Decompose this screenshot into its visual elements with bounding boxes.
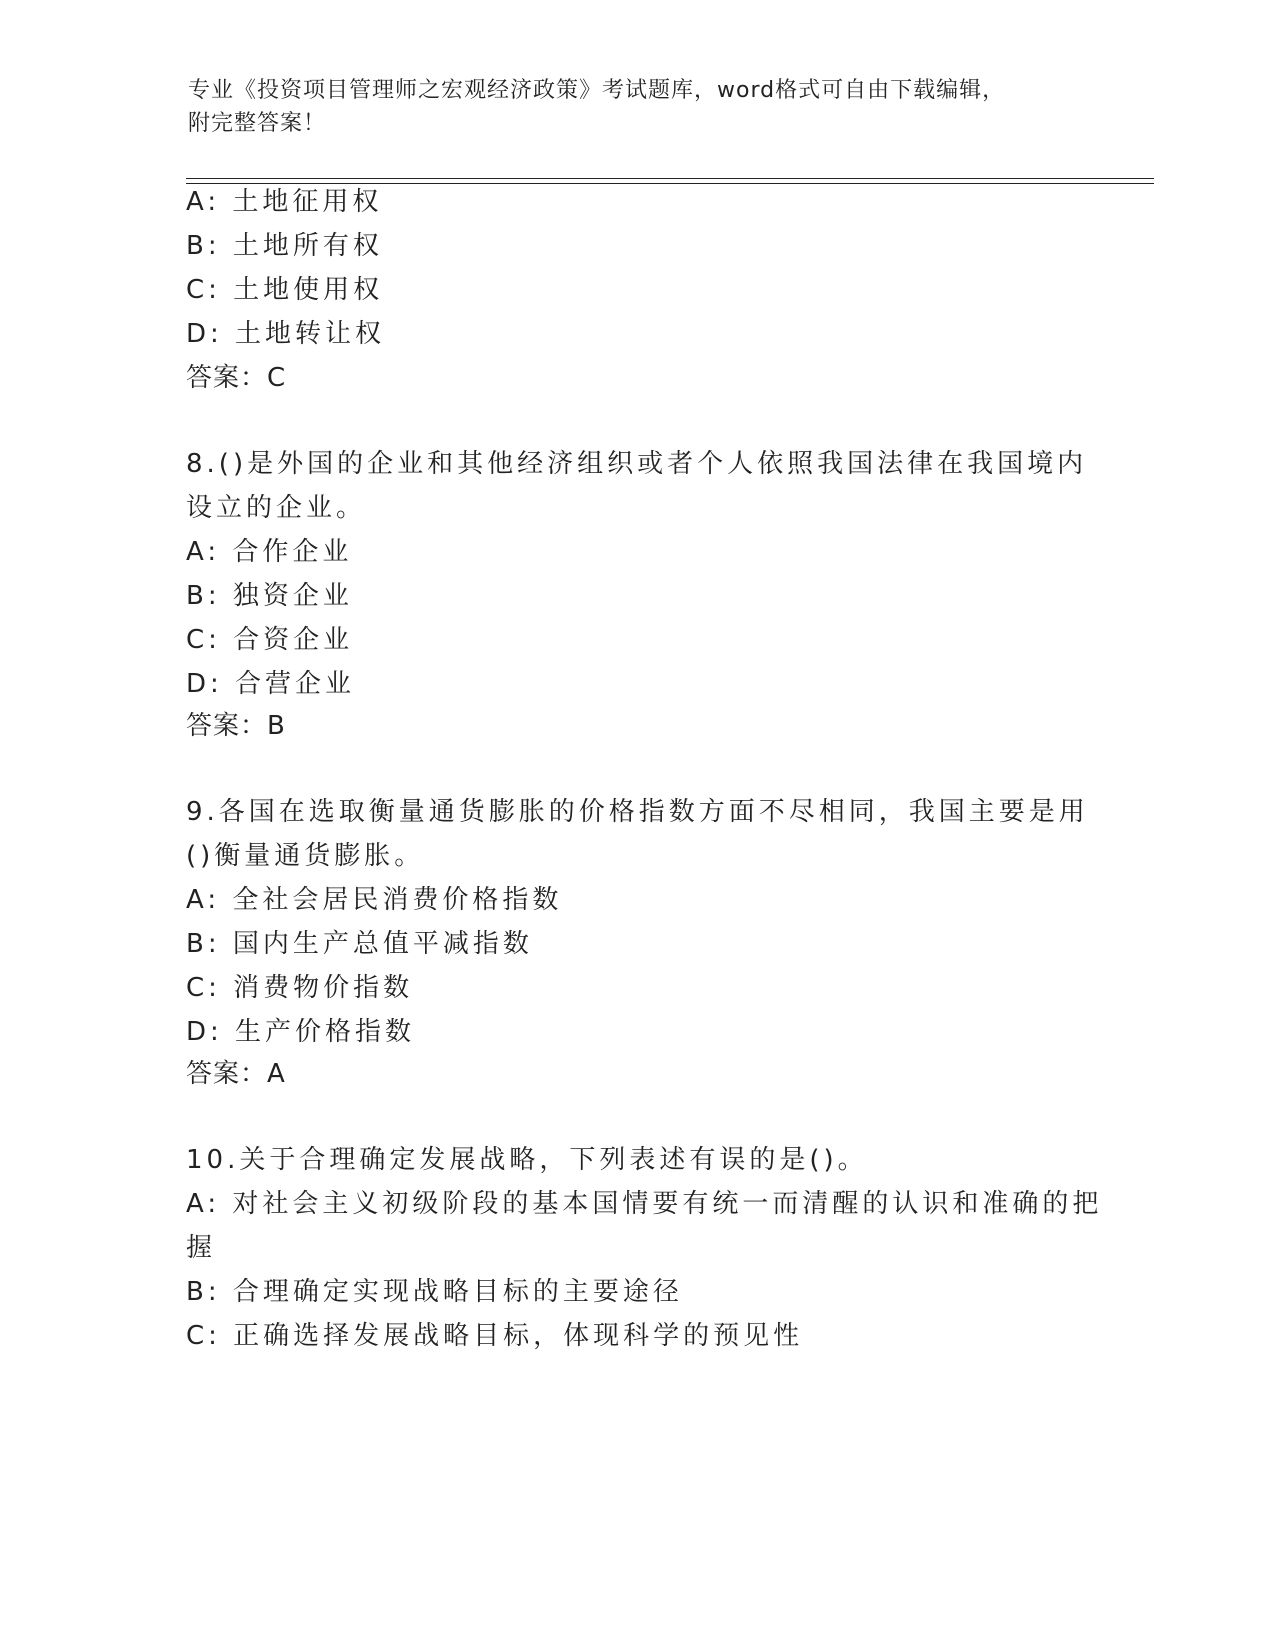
q8-answer: 答案：B xyxy=(186,711,286,741)
q10-option-a-continued: 握 xyxy=(186,1233,217,1263)
q7-option-a: A: 土地征用权 xyxy=(186,187,383,217)
q7-option-b: B: 土地所有权 xyxy=(186,231,383,261)
document-header xyxy=(188,74,1068,140)
q9-option-d: D: 生产价格指数 xyxy=(186,1017,416,1047)
q8-option-b: B: 独资企业 xyxy=(186,581,353,611)
q8-option-c: C: 合资企业 xyxy=(186,625,354,655)
header-line-2: 附完整答案！ xyxy=(188,111,327,136)
q8-stem-line-1: 8.()是外国的企业和其他经济组织或者个人依照我国法律在我国境内 xyxy=(186,449,1088,479)
q10-option-b: B: 合理确定实现战略目标的主要途径 xyxy=(186,1277,683,1307)
q7-answer: 答案：C xyxy=(186,363,287,393)
q8-option-a: A: 合作企业 xyxy=(186,537,353,567)
q9-answer: 答案：A xyxy=(186,1059,286,1089)
q10-option-a: A: 对社会主义初级阶段的基本国情要有统一而清醒的认识和准确的把 xyxy=(186,1189,1103,1219)
q10-stem: 10.关于合理确定发展战略，下列表述有误的是()。 xyxy=(186,1145,868,1175)
q9-option-b: B: 国内生产总值平减指数 xyxy=(186,929,533,959)
q9-stem-line-2: ()衡量通货膨胀。 xyxy=(186,841,425,871)
q9-option-a: A: 全社会居民消费价格指数 xyxy=(186,885,563,915)
header-line-1: 专业《投资项目管理师之宏观经济政策》考试题库，word格式可自由下载编辑， xyxy=(188,78,1006,103)
q7-option-d: D: 土地转让权 xyxy=(186,319,386,349)
q8-stem-line-2: 设立的企业。 xyxy=(186,493,367,523)
q10-option-c: C: 正确选择发展战略目标，体现科学的预见性 xyxy=(186,1321,804,1351)
q7-option-c: C: 土地使用权 xyxy=(186,275,384,305)
q9-option-c: C: 消费物价指数 xyxy=(186,973,414,1003)
q9-stem-line-1: 9.各国在选取衡量通货膨胀的价格指数方面不尽相同，我国主要是用 xyxy=(186,797,1089,827)
q8-option-d: D: 合营企业 xyxy=(186,669,356,699)
